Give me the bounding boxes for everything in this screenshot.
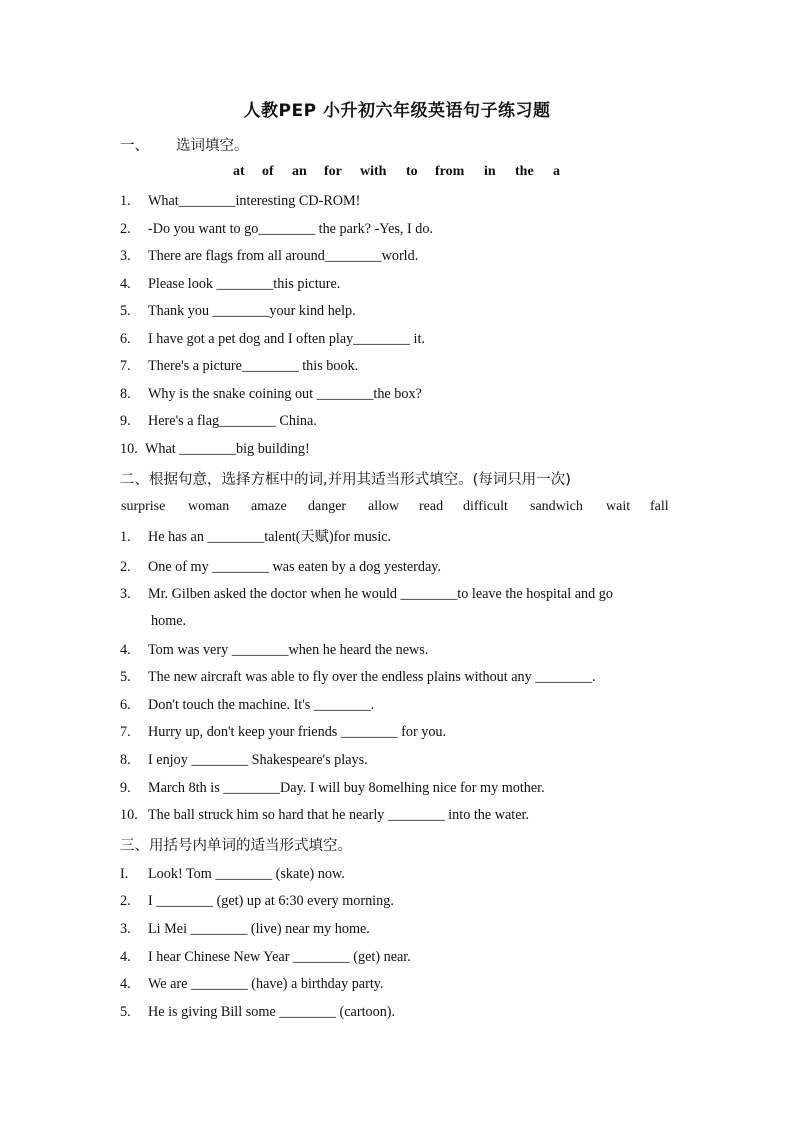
word-bank-word: difficult <box>463 499 508 514</box>
section3-item: 4. I hear Chinese New Year ________ (get) near. <box>120 949 411 965</box>
section2-item: 1. He has an ________talent(天赋)for music. <box>120 529 392 545</box>
section2-heading: 二、根据句意，选择方框中的词,并用其适当形式填空。(每词只用一次) <box>120 472 571 488</box>
section1-item: 7. There's a picture________ this book. <box>120 358 359 374</box>
section2-item: 5. The new aircraft was able to fly over the endless plains without any ________. <box>120 669 596 685</box>
word-bank-word: of <box>262 164 274 179</box>
section2-item: 9. March 8th is ________Day. I will buy 8omelhing nice for my mother. <box>120 780 545 796</box>
section1-title: 选词填空。 <box>176 138 249 154</box>
section2-item-continuation: home. <box>151 613 187 629</box>
section2-word-bank <box>0 499 794 519</box>
word-bank-word: the <box>515 164 534 179</box>
section1-heading <box>120 134 249 155</box>
section1-item: 2. -Do you want to go________ the park? -Yes, I do. <box>120 221 434 237</box>
section1-item: 1. What________interesting CD-ROM! <box>120 193 361 209</box>
section3-item: I. Look! Tom ________ (skate) now. <box>120 866 345 882</box>
section1-word-bank <box>0 164 794 184</box>
section1-number: 一、 <box>120 138 149 154</box>
word-bank-word: from <box>435 164 465 179</box>
section1-item: 9. Here's a flag________ China. <box>120 413 317 429</box>
word-bank-word: surprise <box>121 499 166 514</box>
section1-item: 8. Why is the snake coining out ________the box? <box>120 386 422 402</box>
section1-item: 4. Please look ________this picture. <box>120 276 341 292</box>
section1-item: 5. Thank you ________your kind help. <box>120 303 356 319</box>
word-bank-word: fall <box>650 499 669 514</box>
word-bank-word: woman <box>188 499 230 514</box>
section2-item: 4. Tom was very ________when he heard the news. <box>120 642 429 658</box>
word-bank-word: at <box>233 164 245 179</box>
word-bank-word: allow <box>368 499 400 514</box>
section2-item: 10. The ball struck him so hard that he nearly ________ into the water. <box>120 807 529 823</box>
section1-item: 10. What ________big building! <box>120 441 310 457</box>
section1-item: 6. I have got a pet dog and I often play________ it. <box>120 331 425 347</box>
word-bank-word: for <box>324 164 342 179</box>
section2-item: 6. Don't touch the machine. It's ________. <box>120 697 375 713</box>
section3-item: 2. I ________ (get) up at 6:30 every morning. <box>120 893 394 909</box>
word-bank-word: read <box>419 499 444 514</box>
section2-item: 2. One of my ________ was eaten by a dog yesterday. <box>120 559 441 575</box>
word-bank-word: to <box>406 164 418 179</box>
word-bank-word: amaze <box>251 499 287 514</box>
word-bank-word: a <box>553 164 560 179</box>
page-title: 人教PEP 小升初六年级英语句子练习题 <box>243 101 551 121</box>
section2-item: 8. I enjoy ________ Shakespeare's plays. <box>120 752 368 768</box>
word-bank-word: with <box>360 164 387 179</box>
section3-item: 3. Li Mei ________ (live) near my home. <box>120 921 370 937</box>
section3-heading: 三、用括号内单词的适当形式填空。 <box>120 838 352 854</box>
word-bank-word: wait <box>606 499 631 514</box>
section2-item: 3. Mr. Gilben asked the doctor when he would ________to leave the hospital and go <box>120 586 613 602</box>
word-bank-word: sandwich <box>530 499 583 514</box>
section1-item: 3. There are flags from all around________world. <box>120 248 419 264</box>
section3-item: 4. We are ________ (have) a birthday party. <box>120 976 384 992</box>
word-bank-word: danger <box>308 499 347 514</box>
word-bank-word: in <box>484 164 496 179</box>
section3-item: 5. He is giving Bill some ________ (cartoon). <box>120 1004 396 1020</box>
section2-item: 7. Hurry up, don't keep your friends ________ for you. <box>120 724 447 740</box>
word-bank-word: an <box>292 164 307 179</box>
